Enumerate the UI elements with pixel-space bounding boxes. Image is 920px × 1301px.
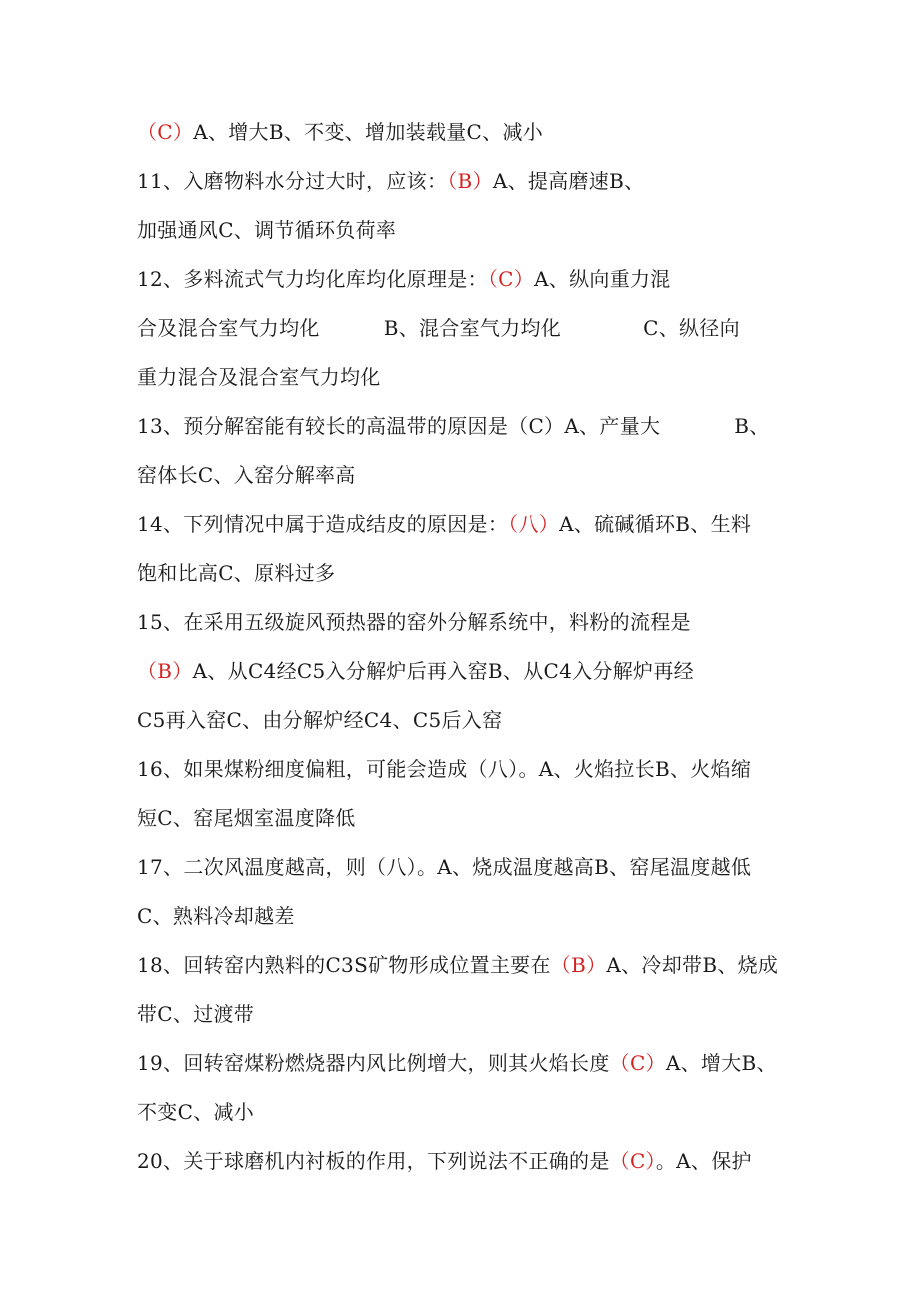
text-line	[137, 755, 797, 783]
text-line	[137, 1049, 797, 1077]
text-segment: B、	[734, 414, 770, 438]
text-line	[137, 657, 797, 685]
answer-marker: （B）	[447, 169, 493, 193]
text-segment: A、纵向重力混	[534, 267, 671, 291]
text-segment: 16、如果煤粉细度偏粗，可能会造成（八）。A、火焰拉长B、火焰缩	[137, 757, 752, 781]
text-line	[137, 1000, 797, 1028]
text-line	[137, 167, 797, 195]
text-segment: 12、多料流式气力均化库均化原理是：	[137, 267, 488, 291]
text-segment: 15、在采用五级旋风预热器的窑外分解系统中，料粉的流程是	[137, 610, 691, 634]
answer-marker: （C）	[609, 1149, 656, 1173]
text-segment: 不变C、减小	[137, 1100, 255, 1124]
text-line	[137, 412, 797, 440]
text-segment: B、混合室气力均化	[383, 316, 562, 340]
text-segment: 11、入磨物料水分过大时，应该：	[137, 169, 448, 193]
text-line	[137, 363, 797, 391]
text-line	[137, 902, 797, 930]
text-segment: 短C、窑尾烟室温度降低	[137, 806, 356, 830]
text-segment: A、增大B、不变、增加装载量C、减小	[193, 120, 544, 144]
text-segment: 饱和比高C、原料过多	[137, 561, 336, 585]
answer-marker: （C）	[609, 1051, 666, 1075]
text-segment: 合及混合室气力均化	[137, 316, 320, 340]
text-line	[137, 216, 797, 244]
text-segment: 20、关于球磨机内衬板的作用，下列说法不正确的是	[137, 1149, 610, 1173]
text-line	[137, 461, 797, 489]
text-segment: A、冷却带B、烧成	[606, 953, 779, 977]
text-segment: C、纵径向	[643, 316, 740, 340]
text-segment: 重力混合及混合室气力均化	[137, 365, 381, 389]
text-line	[137, 265, 797, 293]
answer-marker: （C）	[487, 267, 535, 291]
text-segment: 加强通风C、调节循环负荷率	[137, 218, 397, 242]
text-segment: 18、回转窑内熟料的C3S矿物形成位置主要在	[137, 953, 551, 977]
answer-marker: （C）	[137, 120, 194, 144]
text-segment: A、提高磨速B、	[492, 169, 645, 193]
answer-marker: （B）	[137, 659, 193, 683]
text-line	[137, 951, 797, 979]
text-line	[137, 608, 797, 636]
text-line	[137, 1098, 797, 1126]
text-segment: A、从C4经C5入分解炉后再入窑B、从C4入分解炉再经	[192, 659, 694, 683]
text-segment: 19、回转窑煤粉燃烧器内风比例增大，则其火焰长度	[137, 1051, 610, 1075]
answer-marker: （B）	[550, 953, 607, 977]
text-segment: C5再入窑C、由分解炉经C4、C5后入窑	[137, 708, 503, 732]
text-line	[137, 706, 797, 734]
text-segment: 13、预分解窑能有较长的高温带的原因是（C）A、产量大	[137, 414, 661, 438]
text-segment: 17、二次风温度越高，则（八）。A、烧成温度越高B、窑尾温度越低	[137, 855, 752, 879]
text-line	[137, 559, 797, 587]
text-segment: 窑体长C、入窑分解率高	[137, 463, 356, 487]
text-segment: A、硫碱循环B、生料	[559, 512, 752, 536]
text-line	[137, 118, 797, 146]
text-line	[137, 1147, 797, 1175]
text-segment: 14、下列情况中属于造成结皮的原因是：	[137, 512, 509, 536]
text-line	[137, 510, 797, 538]
text-segment: 。A、保护	[655, 1149, 752, 1173]
text-segment: C、熟料冷却越差	[137, 904, 295, 928]
text-segment: 带C、过渡带	[137, 1002, 255, 1026]
text-line	[137, 804, 797, 832]
text-segment: A、增大B、	[665, 1051, 777, 1075]
text-line	[137, 853, 797, 881]
answer-marker: （八）	[508, 512, 560, 536]
text-line	[137, 314, 797, 342]
